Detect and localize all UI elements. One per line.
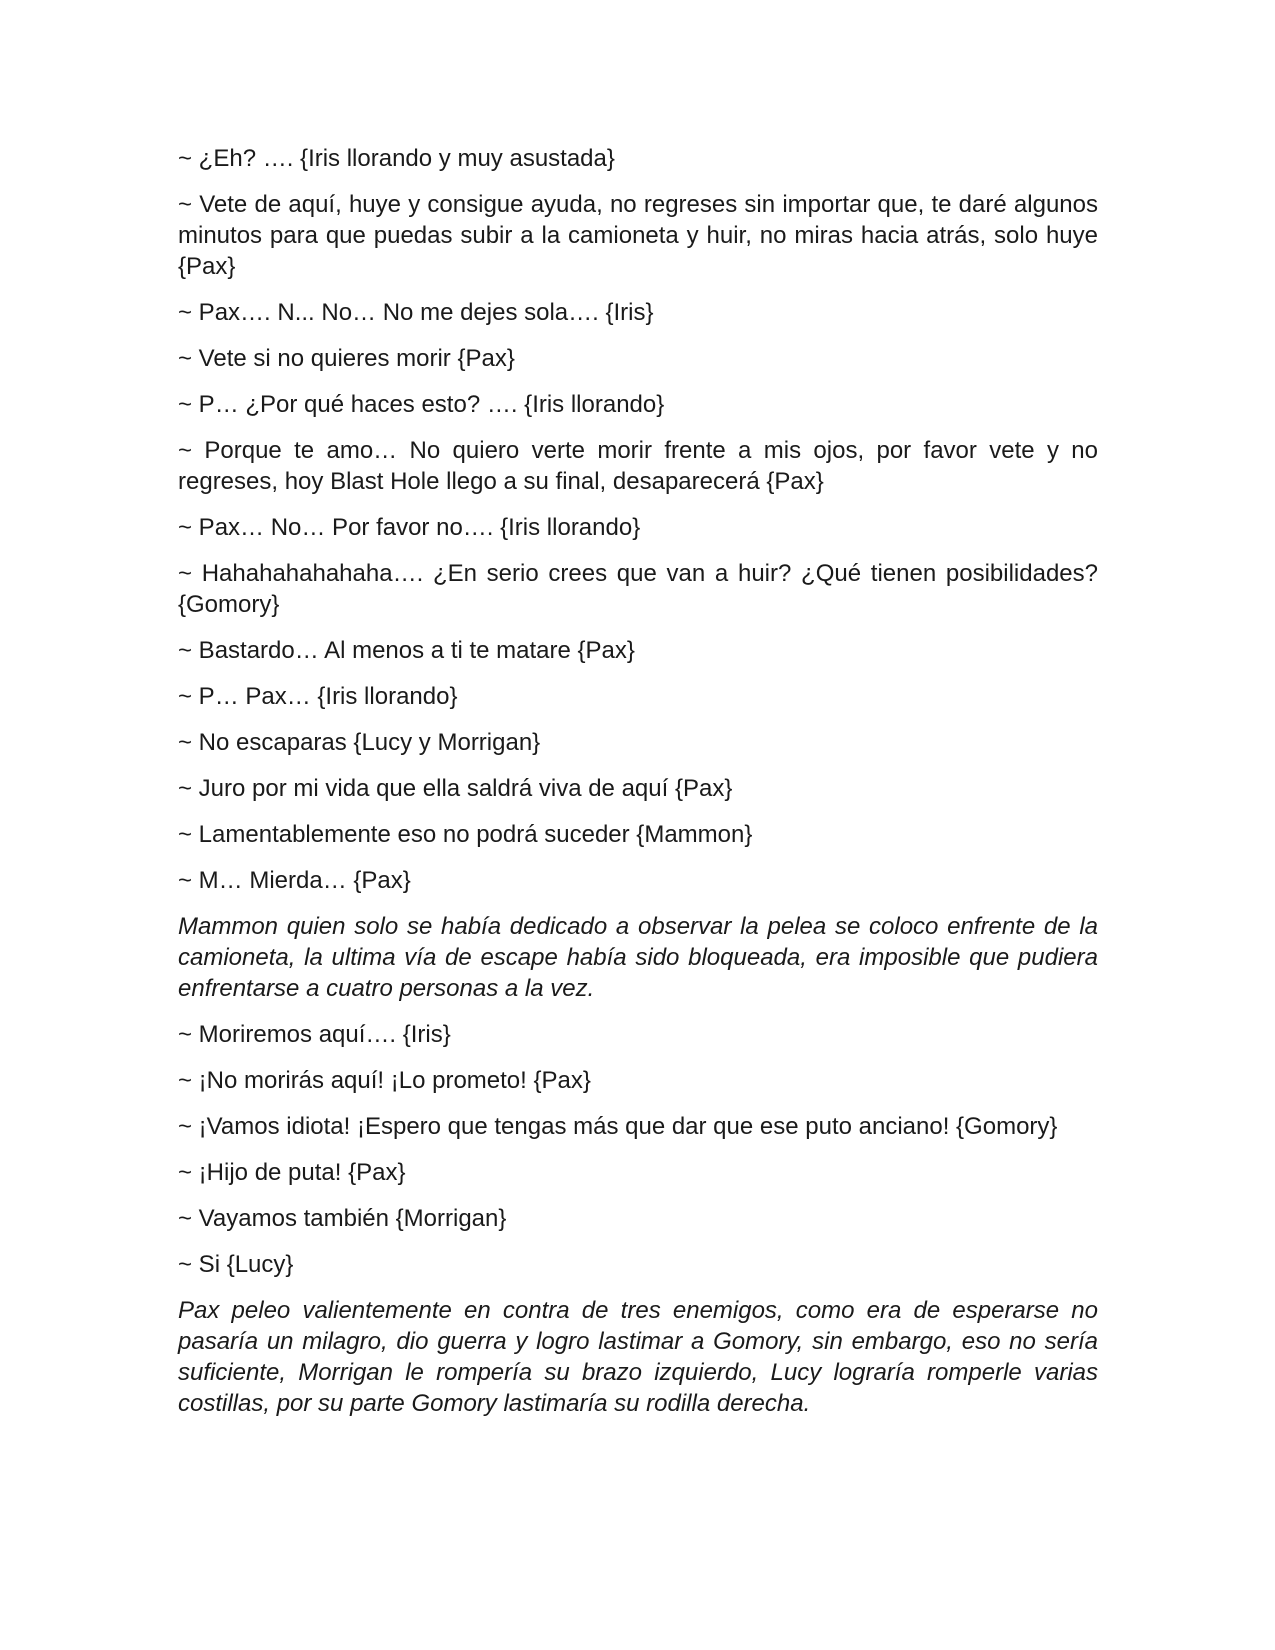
dialogue-line: ~ Vete si no quieres morir {Pax} (178, 345, 515, 372)
dialogue-line: ~ M… Mierda… {Pax} (178, 867, 411, 894)
document-body (178, 143, 1098, 1434)
narration-paragraph: Pax peleo valientemente en contra de tres enemigos, como era de esperarse no pasaría un milagro, dio guerra y logro lastimar a Gomory, sin embargo, eso no sería suficiente, Morrigan le rompería su brazo izquierdo, Lucy lograría romperle varias costillas, por su parte Gomory lastimaría su rodilla derecha. (178, 1297, 1098, 1417)
dialogue-line: ~ ¡No morirás aquí! ¡Lo prometo! {Pax} (178, 1067, 591, 1094)
dialogue-line: ~ ¡Hijo de puta! {Pax} (178, 1159, 406, 1186)
dialogue-line: ~ Hahahahahahaha…. ¿En serio crees que van a huir? ¿Qué tienen posibilidades? {Gomory} (178, 560, 1098, 618)
dialogue-line: ~ Pax… No… Por favor no…. {Iris llorando} (178, 514, 641, 541)
dialogue-line: ~ Vete de aquí, huye y consigue ayuda, no regreses sin importar que, te daré algunos minutos para que puedas subir a la camioneta y huir, no miras hacia atrás, solo huye {Pax} (178, 191, 1098, 280)
dialogue-line: ~ P… Pax… {Iris llorando} (178, 683, 458, 710)
dialogue-line: ~ Porque te amo… No quiero verte morir frente a mis ojos, por favor vete y no regreses, hoy Blast Hole llego a su final, desaparecerá {Pax} (178, 437, 1098, 495)
dialogue-line: ~ Bastardo… Al menos a ti te matare {Pax} (178, 637, 635, 664)
dialogue-line: ~ P… ¿Por qué haces esto? …. {Iris llorando} (178, 391, 665, 418)
dialogue-line: ~ ¿Eh? …. {Iris llorando y muy asustada} (178, 145, 615, 172)
dialogue-line: ~ Juro por mi vida que ella saldrá viva de aquí {Pax} (178, 775, 733, 802)
dialogue-line: ~ Pax…. N... No… No me dejes sola…. {Iris} (178, 299, 654, 326)
dialogue-line: ~ ¡Vamos idiota! ¡Espero que tengas más que dar que ese puto anciano! {Gomory} (178, 1113, 1058, 1140)
dialogue-line: ~ No escaparas {Lucy y Morrigan} (178, 729, 541, 756)
dialogue-line: ~ Si {Lucy} (178, 1251, 294, 1278)
dialogue-line: ~ Vayamos también {Morrigan} (178, 1205, 507, 1232)
dialogue-line: ~ Moriremos aquí…. {Iris} (178, 1021, 451, 1048)
dialogue-line: ~ Lamentablemente eso no podrá suceder {Mammon} (178, 821, 753, 848)
narration-paragraph: Mammon quien solo se había dedicado a observar la pelea se coloco enfrente de la camioneta, la ultima vía de escape había sido bloqueada, era imposible que pudiera enfrentarse a cuatro personas a la vez. (178, 913, 1098, 1002)
